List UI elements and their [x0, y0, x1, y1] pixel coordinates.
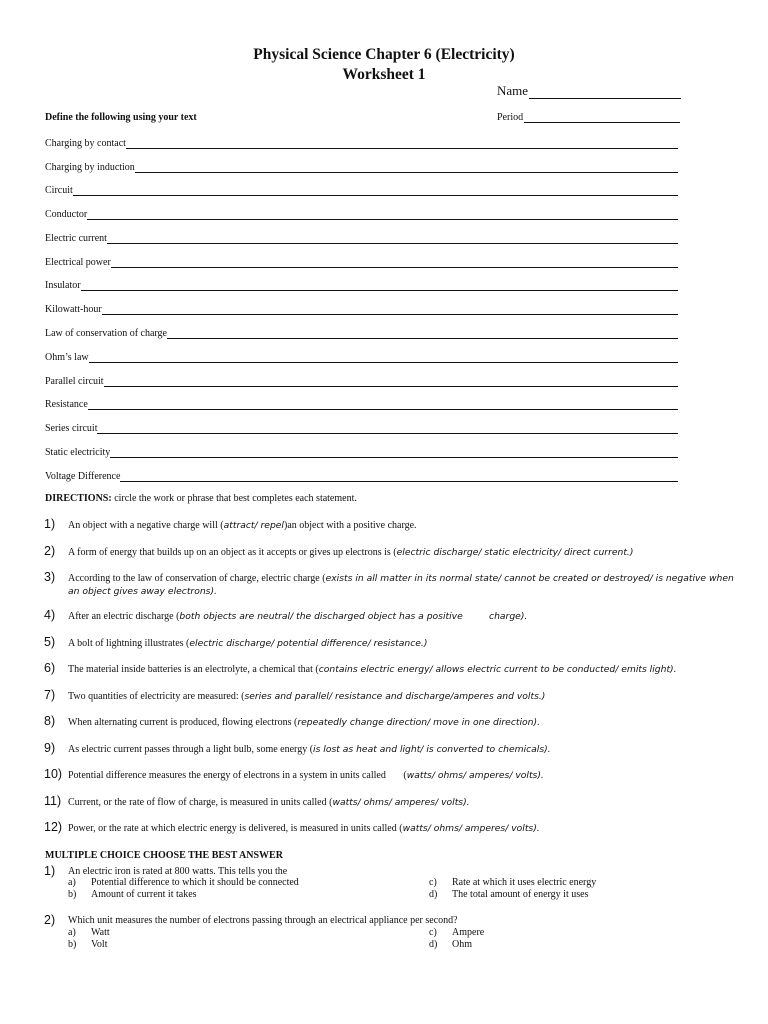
term-row[interactable]: [45, 374, 678, 387]
mc-option-text: Volt: [91, 939, 108, 950]
statement-number: 8): [44, 714, 56, 728]
statement-choices[interactable]: series and parallel/ resistance and discharge/amperes and volts.): [244, 691, 546, 702]
term-label: Insulator: [45, 280, 81, 291]
term-row[interactable]: [45, 207, 678, 220]
statement-number: 6): [44, 661, 56, 675]
name-blank[interactable]: [529, 86, 681, 99]
term-answer-line[interactable]: [135, 162, 678, 173]
statement-choices[interactable]: both objects are neutral/ the discharged object has a positive charge).: [179, 611, 528, 622]
mc-option-text: Potential difference to which it should be connected: [91, 877, 299, 888]
term-answer-line[interactable]: [89, 352, 678, 363]
statement-choices[interactable]: electric discharge/ static electricity/ direct current.): [396, 547, 634, 558]
term-answer-line[interactable]: [97, 423, 678, 434]
mc-option[interactable]: [68, 877, 299, 888]
mc-option-letter: b): [68, 939, 77, 950]
mc-option-text: Ohm: [452, 939, 472, 950]
term-row[interactable]: [45, 469, 678, 482]
mc-option[interactable]: [429, 927, 484, 938]
statement-text: Current, or the rate of flow of charge, is measured in units called (: [68, 797, 333, 808]
mc-option-letter: d): [429, 889, 438, 900]
statement-choices[interactable]: watts/ ohms/ amperes/ volts).: [332, 797, 470, 808]
term-label: Ohm’s law: [45, 352, 89, 363]
statement-text: A bolt of lightning illustrates (: [68, 638, 190, 649]
term-label: Law of conservation of charge: [45, 328, 167, 339]
term-row[interactable]: [45, 302, 678, 315]
mc-option[interactable]: [429, 939, 472, 950]
statement-number: 12): [44, 820, 63, 834]
term-label: Charging by contact: [45, 138, 126, 149]
statement-number: 3): [44, 570, 56, 584]
term-label: Resistance: [45, 399, 88, 410]
term-label: Electric current: [45, 233, 107, 244]
statement-choices[interactable]: electric discharge/ potential difference/ resistance.): [189, 638, 428, 649]
statement-choices[interactable]: is lost as heat and light/ is converted to chemicals).: [313, 744, 551, 755]
term-answer-line[interactable]: [73, 185, 678, 196]
statement-number: 4): [44, 608, 56, 622]
statement-choices[interactable]: watts/ ohms/ amperes/ volts).: [406, 770, 544, 781]
term-row[interactable]: [45, 278, 678, 291]
term-row[interactable]: [45, 231, 678, 244]
statement-number: 2): [44, 544, 56, 558]
mc-option-text: Ampere: [452, 927, 485, 938]
mc-option-letter: c): [429, 927, 437, 938]
mc-question-number: 2): [44, 913, 56, 927]
term-answer-line[interactable]: [81, 280, 678, 291]
term-answer-line[interactable]: [88, 399, 678, 410]
mc-option[interactable]: [68, 939, 108, 950]
mc-option-letter: a): [68, 927, 76, 938]
define-heading: Define the following using your text: [45, 112, 197, 123]
statement-number: 9): [44, 741, 56, 755]
mc-option-letter: b): [68, 889, 77, 900]
term-row[interactable]: [45, 445, 678, 458]
statement-choices[interactable]: exists in all matter in its normal state/ cannot be created or destroyed/ is negative when an object gives away electrons).: [68, 573, 734, 597]
worksheet-subtitle: Worksheet 1: [342, 66, 426, 83]
statement-text-end: )an object with a positive charge.: [284, 520, 417, 531]
statement-choices[interactable]: watts/ ohms/ amperes/ volts).: [402, 823, 540, 834]
statement-choices[interactable]: repeatedly change direction/ move in one direction).: [297, 717, 540, 728]
term-row[interactable]: [45, 136, 678, 149]
period-field[interactable]: [497, 112, 680, 123]
statement-text: Power, or the rate at which electric energy is delivered, is measured in units called (: [68, 823, 403, 834]
mc-option[interactable]: [68, 927, 110, 938]
statement-text: A form of energy that builds up on an object as it accepts or gives up electrons is (: [68, 547, 397, 558]
mc-option-letter: d): [429, 939, 438, 950]
mc-question-text: An electric iron is rated at 800 watts. This tells you the: [68, 866, 288, 877]
term-label: Conductor: [45, 209, 88, 220]
term-row[interactable]: [45, 326, 678, 339]
term-answer-line[interactable]: [120, 471, 678, 482]
mc-option-text: Watt: [91, 927, 110, 938]
statement-text: As electric current passes through a light bulb, some energy (: [68, 744, 314, 755]
directions-text: circle the work or phrase that best completes each statement.: [111, 493, 357, 504]
term-row[interactable]: [45, 183, 678, 196]
term-row[interactable]: [45, 255, 678, 268]
term-answer-line[interactable]: [126, 138, 678, 149]
term-answer-line[interactable]: [87, 209, 678, 220]
term-answer-line[interactable]: [102, 304, 678, 315]
term-label: Kilowatt-hour: [45, 304, 102, 315]
mc-option-letter: a): [68, 877, 76, 888]
term-answer-line[interactable]: [167, 328, 678, 339]
statement-text: When alternating current is produced, flowing electrons (: [68, 717, 298, 728]
statement-text: Two quantities of electricity are measured: (: [68, 691, 245, 702]
term-label: Electrical power: [45, 257, 111, 268]
mc-option[interactable]: [429, 877, 596, 888]
term-row[interactable]: [45, 350, 678, 363]
statement-number: 5): [44, 635, 56, 649]
worksheet-title: Physical Science Chapter 6 (Electricity): [253, 46, 515, 63]
term-row[interactable]: [45, 160, 678, 173]
multiple-choice-heading: MULTIPLE CHOICE CHOOSE THE BEST ANSWER: [45, 850, 283, 861]
term-label: Parallel circuit: [45, 376, 104, 387]
term-label: Circuit: [45, 185, 73, 196]
directions-label: DIRECTIONS:: [45, 493, 112, 504]
term-answer-line[interactable]: [111, 257, 678, 268]
mc-option[interactable]: [68, 889, 197, 900]
name-field[interactable]: [497, 83, 681, 99]
mc-question-text: Which unit measures the number of electrons passing through an electrical appliance per second?: [68, 915, 458, 926]
mc-option-text: The total amount of energy it uses: [452, 889, 589, 900]
name-label: Name: [497, 83, 529, 98]
statement-number: 1): [44, 517, 56, 531]
statement-text: After an electric discharge (: [68, 611, 180, 622]
term-label: Series circuit: [45, 423, 98, 434]
term-label: Voltage Difference: [45, 471, 121, 482]
statement-text: The material inside batteries is an electrolyte, a chemical that (: [68, 664, 319, 675]
statement-text: Potential difference measures the energy of electrons in a system in units called (: [68, 770, 407, 781]
mc-question-number: 1): [44, 864, 56, 878]
statement-choices[interactable]: attract/ repel: [223, 520, 284, 531]
statement-number: 7): [44, 688, 56, 702]
term-answer-line[interactable]: [104, 376, 678, 387]
statement-text: An object with a negative charge will (: [68, 520, 224, 531]
term-row[interactable]: [45, 421, 678, 434]
statement-number: 11): [44, 794, 62, 808]
directions: [45, 493, 357, 504]
mc-option-text: Amount of current it takes: [91, 889, 197, 900]
period-label: Period: [497, 112, 524, 123]
term-label: Static electricity: [45, 447, 111, 458]
term-row[interactable]: [45, 397, 678, 410]
mc-option[interactable]: [429, 889, 588, 900]
period-blank[interactable]: [524, 112, 680, 123]
term-answer-line[interactable]: [107, 233, 678, 244]
mc-option-letter: c): [429, 877, 437, 888]
statement-choices[interactable]: contains electric energy/ allows electric current to be conducted/ emits light).: [318, 664, 677, 675]
statement-number: 10): [44, 767, 63, 781]
term-label: Charging by induction: [45, 162, 135, 173]
term-answer-line[interactable]: [110, 447, 678, 458]
mc-option-text: Rate at which it uses electric energy: [452, 877, 597, 888]
statement-text: According to the law of conservation of charge, electric charge (: [68, 573, 326, 584]
